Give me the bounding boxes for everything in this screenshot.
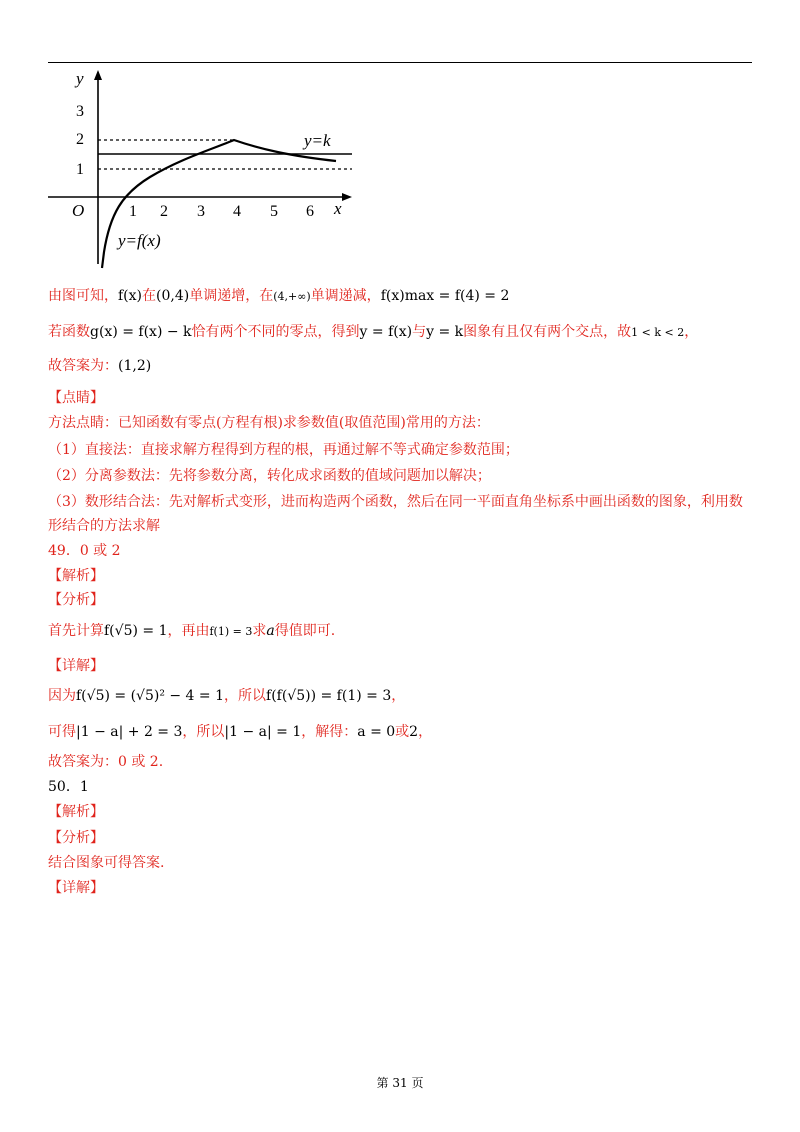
text-segment: 恰有两个不同的零点，得到	[191, 324, 360, 340]
text-segment: 单调递减，	[310, 288, 381, 304]
math-expression: a	[266, 623, 275, 639]
paragraph-line: （3）数形结合法：先对解析式变形，进而构造两个函数，然后在同一平面直角坐标系中画出函数的图象，利用数	[48, 494, 743, 510]
text-segment: ，	[684, 324, 699, 340]
y-tick-label: 3	[76, 103, 84, 120]
paragraph-line: 故答案为：0 或 2.	[48, 754, 164, 770]
text-segment: ，	[418, 724, 433, 740]
text-segment: 故答案为：	[48, 358, 118, 374]
math-expression: f(1) = 3	[209, 625, 253, 638]
text-segment: 可得	[48, 724, 76, 740]
function-graph	[40, 64, 360, 274]
math-expression: |1 − a| + 2 = 3	[76, 724, 183, 740]
header-rule	[48, 62, 752, 63]
text-segment: ，所以	[224, 688, 267, 704]
section-heading: 【分析】	[48, 592, 104, 608]
x-tick-label: 4	[233, 203, 241, 220]
x-tick-label: 2	[160, 203, 168, 220]
question-title: 49．0 或 2	[48, 543, 121, 559]
origin-label: O	[72, 201, 85, 220]
text-segment: ，解得：	[301, 724, 358, 740]
math-expression: f(x)	[118, 288, 143, 304]
text-segment: ，	[391, 688, 406, 704]
math-expression: (1,2)	[118, 358, 152, 374]
math-expression: g(x) = f(x) − k	[90, 324, 192, 340]
text-segment: 与	[412, 324, 427, 340]
text-line	[48, 286, 509, 307]
math-expression: f(x)max = f(4) = 2	[380, 288, 510, 304]
text-segment: 若函数	[48, 324, 90, 340]
x-tick-label: 3	[197, 203, 205, 220]
y-tick-label: 2	[76, 131, 84, 148]
text-line	[48, 621, 335, 642]
math-expression: a = 0	[357, 724, 396, 740]
math-expression: 1 < k < 2	[631, 326, 685, 339]
text-segment: 或	[395, 724, 410, 740]
paragraph-line: （1）直接法：直接求解方程得到方程的根，再通过解不等式确定参数范围；	[48, 442, 519, 458]
math-expression: f(f(√5)) = f(1) = 3	[266, 688, 392, 704]
text-segment: ，再由	[167, 623, 210, 639]
text-segment: ，所以	[182, 724, 225, 740]
line-label: y=k	[304, 131, 331, 150]
y-tick-label: 1	[76, 161, 84, 178]
math-expression: y = f(x)	[359, 324, 413, 340]
x-tick-label: 6	[306, 203, 314, 220]
text-segment: 由图可知，	[48, 288, 118, 304]
math-expression: 2	[409, 724, 419, 740]
text-line	[48, 722, 432, 742]
math-expression: f(√5) = (√5)² − 4 = 1	[76, 688, 225, 704]
question-title: 50．1	[48, 779, 89, 795]
text-segment: 图象有且仅有两个交点，故	[463, 324, 632, 340]
section-heading: 【详解】	[48, 658, 104, 674]
section-heading: 【详解】	[48, 880, 104, 896]
text-line	[48, 356, 151, 376]
page-number: 第 31 页	[376, 1076, 424, 1090]
paragraph-line: 方法点睛：已知函数有零点(方程有根)求参数值(取值范围)常用的方法：	[48, 415, 490, 431]
text-line	[48, 322, 698, 343]
x-axis-label: x	[334, 199, 342, 218]
text-segment: 首先计算	[48, 623, 104, 639]
y-axis-arrow	[94, 70, 102, 80]
section-heading: 【解析】	[48, 804, 104, 820]
paragraph-line: 结合图象可得答案.	[48, 855, 165, 871]
math-expression: (4,+∞)	[273, 290, 311, 303]
text-segment: 得值即可.	[274, 623, 336, 639]
text-segment: 因为	[48, 688, 76, 704]
text-segment: 求	[252, 623, 267, 639]
section-heading: 【解析】	[48, 568, 104, 584]
curve-label: y=f(x)	[118, 231, 161, 250]
text-segment: 单调递增，在	[189, 288, 274, 304]
section-heading: 【点睛】	[48, 390, 104, 406]
math-expression: f(√5) = 1	[104, 623, 168, 639]
x-axis-arrow	[342, 193, 352, 201]
paragraph-line: 形结合的方法求解	[48, 518, 160, 534]
text-segment: 在	[142, 288, 157, 304]
y-axis-label: y	[76, 69, 84, 88]
math-expression: |1 − a| = 1	[224, 724, 302, 740]
math-expression: y = k	[426, 324, 464, 340]
x-tick-label: 5	[270, 203, 278, 220]
text-line	[48, 686, 405, 706]
math-expression: (0,4)	[156, 288, 190, 304]
x-tick-label: 1	[129, 203, 137, 220]
section-heading: 【分析】	[48, 830, 104, 846]
paragraph-line: （2）分离参数法：先将参数分离，转化成求函数的值域问题加以解决；	[48, 468, 491, 484]
